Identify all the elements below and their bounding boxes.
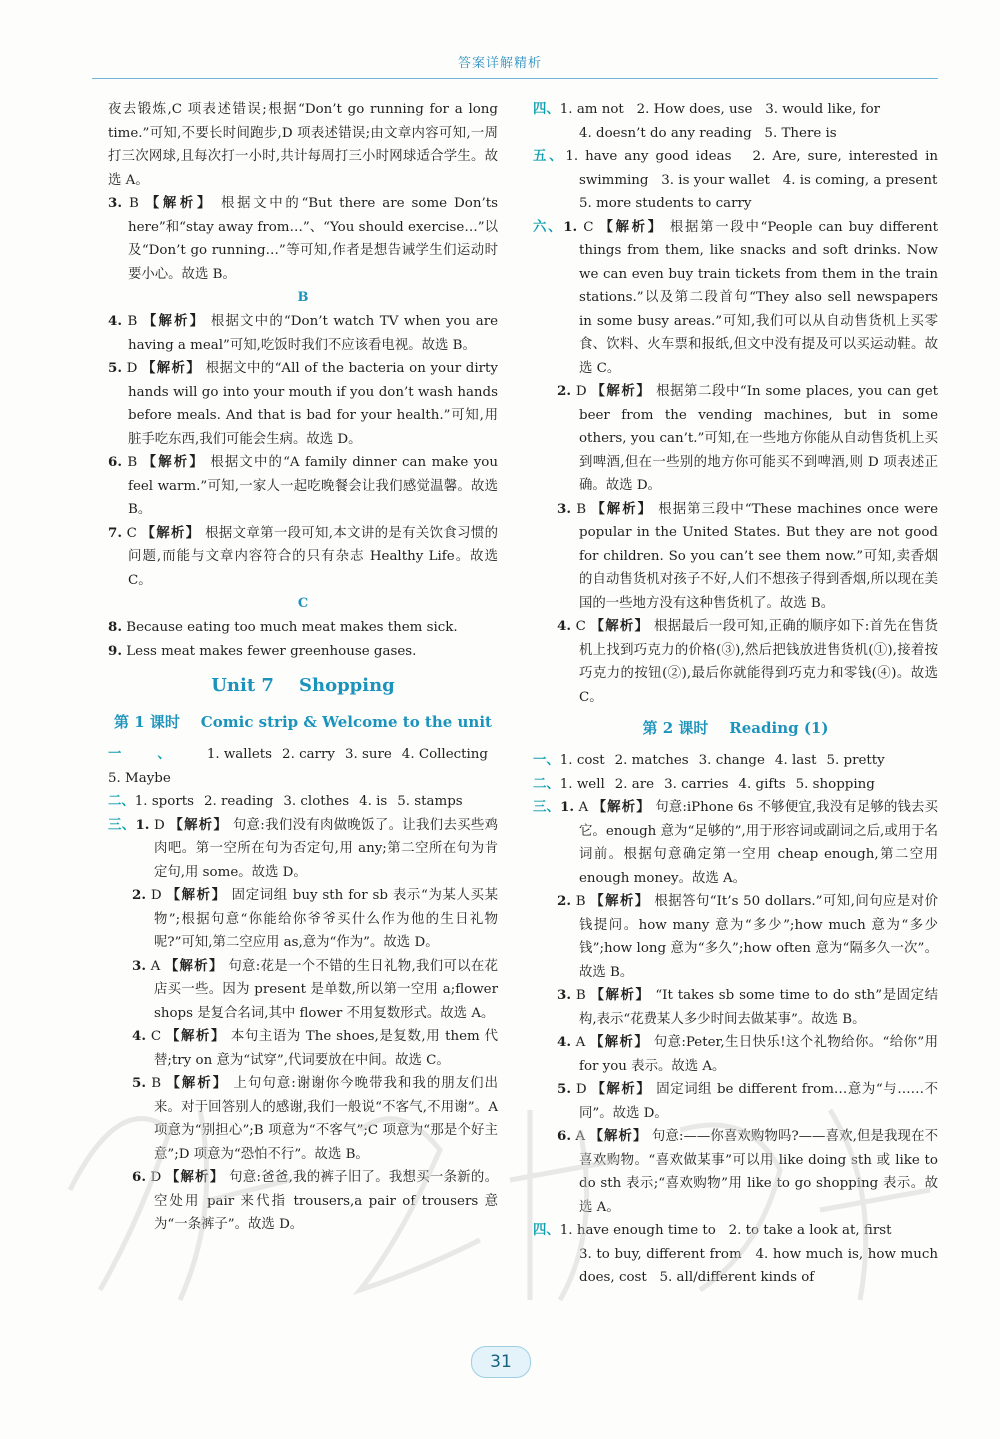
analysis-tag: 【解析】 — [142, 454, 205, 470]
answer-option: 1. wallets — [206, 747, 273, 762]
question-number: 2. — [557, 383, 571, 399]
part-label: 二、 — [533, 775, 560, 792]
answer-option: 4. is — [359, 794, 388, 809]
analysis-tag: 【解析】 — [142, 313, 206, 329]
analysis-tag: 【解析】 — [142, 360, 202, 376]
section-b-questions — [108, 310, 498, 592]
answer-option: 5. pretty — [826, 753, 885, 768]
answer-option: 2. reading — [203, 794, 274, 809]
answer-letter: A — [575, 1035, 586, 1050]
question-item — [533, 498, 938, 616]
answer-line: 1. have enough time to 2. to take a look at, first — [559, 1223, 892, 1238]
analysis-tag: 【解析】 — [166, 887, 227, 903]
answer-option: 3. clothes — [283, 794, 350, 809]
question-item — [533, 796, 938, 890]
question-item — [533, 216, 938, 381]
answer-option: 2. matches — [614, 753, 689, 768]
answer-text: Less meat makes fewer greenhouse gases. — [126, 643, 417, 659]
answer-letter: A — [150, 958, 161, 974]
answer-option: 3. sure — [344, 747, 392, 762]
question-number: 5. — [557, 1081, 571, 1097]
part-si-2-line-2: 3. to buy, different from 4. how much is, how much does, cost 5. all/different kinds of — [579, 1246, 943, 1285]
analysis-tag: 【解析】 — [590, 987, 651, 1003]
question-number: 7. — [108, 524, 122, 541]
analysis-text: 句意:我们没有肉做晚饭了。让我们去买些鸡肉吧。第一空所在句为否定句,用 any;第二空所在句为肯定句,用 some。故选 D。 — [154, 817, 498, 880]
analysis-text: 句意:——你喜欢购物吗?——喜欢,但是我现在不喜欢购物。“喜欢做某事”可以用 like doing sth 或 like to do sth 表示;“喜欢购物”用 like to go shopping 表示。故选 A。 — [579, 1129, 938, 1215]
lesson-1-title: 第 1 课时 Comic strip & Welcome to the unit — [114, 713, 492, 731]
analysis-text: 句意:花是一个不错的生日礼物,我们可以在花店买一些。因为 present 是单数,所以第一空用 a;flower shops 是复合名词,其中 flower 不用复数形式。故选 A。 — [154, 958, 499, 1021]
question-number: 6. — [557, 1128, 571, 1144]
analysis-tag: 【解析】 — [166, 1075, 229, 1091]
question-number: 3. — [557, 987, 571, 1003]
analysis-tag: 【解析】 — [592, 799, 651, 815]
part-label: 六、 — [533, 218, 564, 235]
analysis-tag: 【解析】 — [169, 816, 229, 833]
part-wu — [533, 145, 943, 192]
question-number: 6. — [108, 454, 122, 470]
answer-letter: D — [154, 817, 165, 833]
question-item — [108, 884, 498, 955]
answer-letter: D — [150, 888, 162, 903]
question-item — [533, 380, 938, 498]
answer-option: 3. change — [698, 753, 765, 768]
question-number: 4. — [557, 618, 571, 634]
analysis-tag: 【解析】 — [591, 500, 654, 517]
part-label: 一、 — [108, 746, 207, 762]
answer-option: 5. Maybe — [108, 770, 171, 786]
analysis-text: 句意:iPhone 6s 不够便宜,我没有足够的钱去买它。enough 意为“足够的”,用于形容词或副词之后,或用于名词前。根据句意确定第一空用 cheap enough,第二空用 enough money。故选 A。 — [579, 800, 938, 886]
analysis-text: 根据文中的“All of the bacteria on your dirty hands will go into your mouth if you don’t wash hands before meals. And that is bad for your health.”可知,用脏手吃东西,我们可能会生病。故选 D。 — [128, 361, 498, 447]
answer-letter: D — [126, 361, 138, 376]
question-8 — [108, 616, 498, 640]
analysis-tag: 【解析】 — [165, 1169, 225, 1185]
part-label: 四、 — [533, 101, 560, 117]
section-b-heading: B — [297, 290, 309, 305]
part-wu-line-2: 5. more students to carry — [579, 196, 752, 211]
question-item — [108, 955, 498, 1026]
question-number: 2. — [557, 893, 571, 909]
answer-letter: B — [575, 988, 586, 1003]
question-item — [108, 1166, 498, 1237]
question-item — [108, 310, 498, 357]
question-number: 6. — [132, 1169, 146, 1185]
answer-letter: D — [575, 1082, 587, 1097]
question-number: 9. — [108, 642, 122, 659]
answer-line: 1. have any good ideas 2. Are, sure, interested in swimming 3. is your wallet 4. is coming, a present — [565, 149, 943, 188]
answer-text: Because eating too much meat makes them sick. — [126, 620, 458, 635]
analysis-text: 根据文中的“A family dinner can make you feel warm.”可知,一家人一起吃晚餐会让我们感觉温馨。故选 B。 — [128, 455, 498, 517]
question-item — [108, 1072, 498, 1166]
part-label: 二、 — [108, 793, 135, 809]
header-title: 答案详解精析 — [457, 56, 542, 71]
part-label: 四、 — [533, 1222, 560, 1238]
question-item — [533, 890, 938, 984]
question-number: 5. — [108, 360, 122, 376]
question-number: 1. — [563, 218, 578, 235]
answer-option: 1. cost — [559, 753, 605, 768]
analysis-text: 固定词组 be different from…意为“与……不同”。故选 D。 — [579, 1082, 939, 1121]
analysis-tag: 【解析】 — [165, 1028, 227, 1044]
answer-letter: B — [575, 894, 586, 909]
question-item — [533, 615, 938, 709]
analysis-tag: 【解析】 — [164, 957, 224, 974]
answer-line: 1. am not 2. How does, use 3. would like, for — [559, 102, 881, 117]
answer-option: 4. last — [774, 753, 817, 768]
analysis-tag: 【解析】 — [145, 195, 215, 211]
analysis-text: 根据文中的“But there are some Don’ts here”和“stay away from…”、“You should exercise…”以及“Don’t go running…”等可知,作者是想告诫学生们运动时要小心。故选 B。 — [128, 196, 498, 282]
analysis-tag: 【解析】 — [590, 893, 650, 909]
answer-option: 4. gifts — [738, 776, 786, 792]
analysis-text: 根据答句“It’s 50 dollars.”可知,问句应是对价钱提问。how many 意为“多少”;how much 意为“多少钱”;how long 意为“多久”;how often 意为“隔多久一次”。故选 B。 — [579, 894, 938, 980]
answer-list — [560, 753, 895, 768]
part-label: 三、 — [533, 799, 561, 815]
answer-letter: A — [578, 800, 589, 815]
analysis-text: 固定词组 buy sth for sb 表示“为某人买某物”;根据句意“你能给你爷爷买什么作为他的生日礼物呢?”可知,第二空应用 as,意为“作为”。故选 D。 — [154, 888, 499, 950]
question-number: 3. — [108, 195, 122, 211]
answer-option: 2. carry — [282, 747, 335, 762]
question-number: 4. — [557, 1034, 571, 1050]
question-item — [533, 1125, 938, 1219]
part-label: 一、 — [533, 752, 560, 768]
part-yi — [533, 749, 938, 773]
analysis-text: 根据文章第一段可知,本文讲的是有关饮食习惯的问题,而能与文章内容符合的只有杂志 Healthy Life。故选 C。 — [128, 525, 499, 588]
question-9 — [108, 640, 498, 664]
analysis-text: 根据第二段中“In some places, you can get beer from the vending machines, but in some others, you can’t.”可知,在一些地方你能从自动售货机上买到啤酒,但在一些别的地方你可能买不到啤酒,则 D 项表述正确。故选 D。 — [579, 384, 939, 493]
answer-option: 3. carries — [664, 776, 729, 792]
lesson-2-title: 第 2 课时 Reading (1) — [642, 719, 829, 737]
part-er — [108, 790, 498, 814]
answer-letter: D — [150, 1170, 162, 1185]
answer-list — [560, 777, 885, 792]
part-si-2 — [533, 1219, 938, 1243]
analysis-text: 句意:爸爸,我的裤子旧了。我想买一条新的。空处用 pair 来代指 trousers,a pair of trousers 意为“一条裤子”。故选 D。 — [154, 1170, 498, 1232]
section-c-heading: C — [297, 596, 309, 611]
analysis-tag: 【解析】 — [590, 618, 650, 634]
question-item — [108, 451, 498, 522]
answer-letter: B — [127, 455, 138, 470]
question-3 — [108, 192, 498, 286]
question-number: 3. — [132, 957, 146, 974]
question-item — [108, 522, 498, 593]
part-si-line-2: 4. doesn’t do any reading 5. There is — [579, 125, 837, 141]
question-item — [533, 1031, 938, 1078]
analysis-text: 句意:Peter,生日快乐!这个礼物给你。“给你”用 for you 表示。故选 A。 — [579, 1035, 938, 1074]
analysis-tag: 【解析】 — [591, 1081, 652, 1097]
answer-letter: D — [575, 384, 587, 399]
analysis-tag: 【解析】 — [589, 1034, 650, 1050]
part-label: 五、 — [533, 148, 566, 164]
left-column — [108, 98, 498, 1237]
part-san — [533, 796, 938, 1219]
question-number: 2. — [132, 887, 146, 903]
part-yi — [108, 743, 498, 790]
analysis-text: 上句句意:谢谢你今晚带我和我的朋友们出来。对于回答别人的感谢,我们一般说“不客气,不用谢”。A 项意为“别担心”;B 项意为“不客气”;C 项意为“那是个好主意”;D 项意为“恐怕不行”。故选 B。 — [154, 1076, 498, 1162]
question-number: 4. — [108, 313, 122, 329]
question-item — [108, 814, 498, 885]
analysis-tag: 【解析】 — [141, 524, 201, 541]
question-item — [108, 1025, 498, 1072]
analysis-tag: 【解析】 — [599, 218, 664, 235]
answer-letter: C — [575, 619, 586, 634]
question-number: 8. — [108, 619, 122, 635]
analysis-tag: 【解析】 — [589, 1128, 648, 1144]
intro-paragraph: 夜去锻炼,C 项表述错误;根据“Don’t go running for a long time.”可知,不要长时间跑步,D 项表述错误;由文章内容可知,一周打三次网球,且每次打一小时,共计每周打三小时网球适合学生。故选 A。 — [108, 102, 498, 188]
question-number: 1. — [560, 799, 575, 815]
answer-letter: C — [150, 1029, 162, 1044]
part-san — [108, 814, 498, 1237]
analysis-text: “It takes sb some time to do sth”是固定结构,表示“花费某人多少时间去做某事”。故选 B。 — [579, 988, 939, 1027]
part-si — [533, 98, 938, 122]
answer-option: 5. stamps — [397, 794, 463, 809]
answer-letter: A — [575, 1129, 586, 1144]
answer-option: 5. shopping — [795, 776, 875, 792]
right-column — [533, 98, 943, 1290]
answer-option: 1. well — [559, 776, 605, 792]
answer-list — [135, 794, 473, 809]
question-number: 4. — [132, 1028, 146, 1044]
part-label: 三、 — [108, 816, 136, 833]
answer-letter: C — [583, 219, 594, 235]
answer-letter: C — [126, 525, 137, 541]
answer-letter: B — [128, 196, 139, 211]
analysis-text: 根据第一段中“People can buy different things from them, like snacks and soft drinks. Now we can even buy train tickets from them in the train stations.”以及第二段首句“They also sell newspapers in some busy areas.”可知,我们可以从自动售货机上买零食、饮料、火车票和报纸,但文中没有提及可以买运动鞋。故选 C。 — [579, 219, 938, 376]
part-liu — [533, 216, 938, 710]
analysis-text: 根据第三段中“These machines once were popular in the United States. But they are not good for children. So you can’t see them now.”可知,卖香烟的自动售货机对孩子不好,人们不想孩子得到香烟,所以现在美国的一些地方没有这种售货机了。故选 B。 — [579, 501, 938, 611]
question-item — [533, 1078, 938, 1125]
page-number: 31 — [471, 1346, 531, 1378]
unit-title: Unit 7 Shopping — [211, 675, 395, 696]
answer-letter: B — [576, 501, 587, 517]
answer-letter: B — [151, 1076, 162, 1091]
answer-letter: B — [127, 314, 138, 329]
question-number: 5. — [132, 1075, 146, 1091]
question-item — [108, 357, 498, 451]
question-number: 1. — [135, 816, 150, 833]
analysis-text: 根据文中的“Don’t watch TV when you are having a meal”可知,吃饭时我们不应该看电视。故选 B。 — [128, 314, 499, 353]
answer-option: 1. sports — [134, 794, 194, 809]
answer-option: 2. are — [614, 776, 655, 792]
analysis-tag: 【解析】 — [591, 383, 652, 399]
question-item — [533, 984, 938, 1031]
answer-option: 4. Collecting — [401, 747, 488, 762]
question-number: 3. — [557, 500, 571, 517]
part-er — [533, 773, 938, 797]
analysis-text: 本句主语为 The shoes,是复数,用 them 代替;try on 意为“试穿”,代词要放在中间。故选 C。 — [154, 1029, 499, 1068]
header-divider — [92, 78, 938, 79]
analysis-text: 根据最后一段可知,正确的顺序如下:首先在售货机上找到巧克力的价格(③),然后把钱放进售货机(①),接着按巧克力的按钮(②),最后你就能得到巧克力和零钱(④)。故选 C。 — [579, 619, 938, 705]
